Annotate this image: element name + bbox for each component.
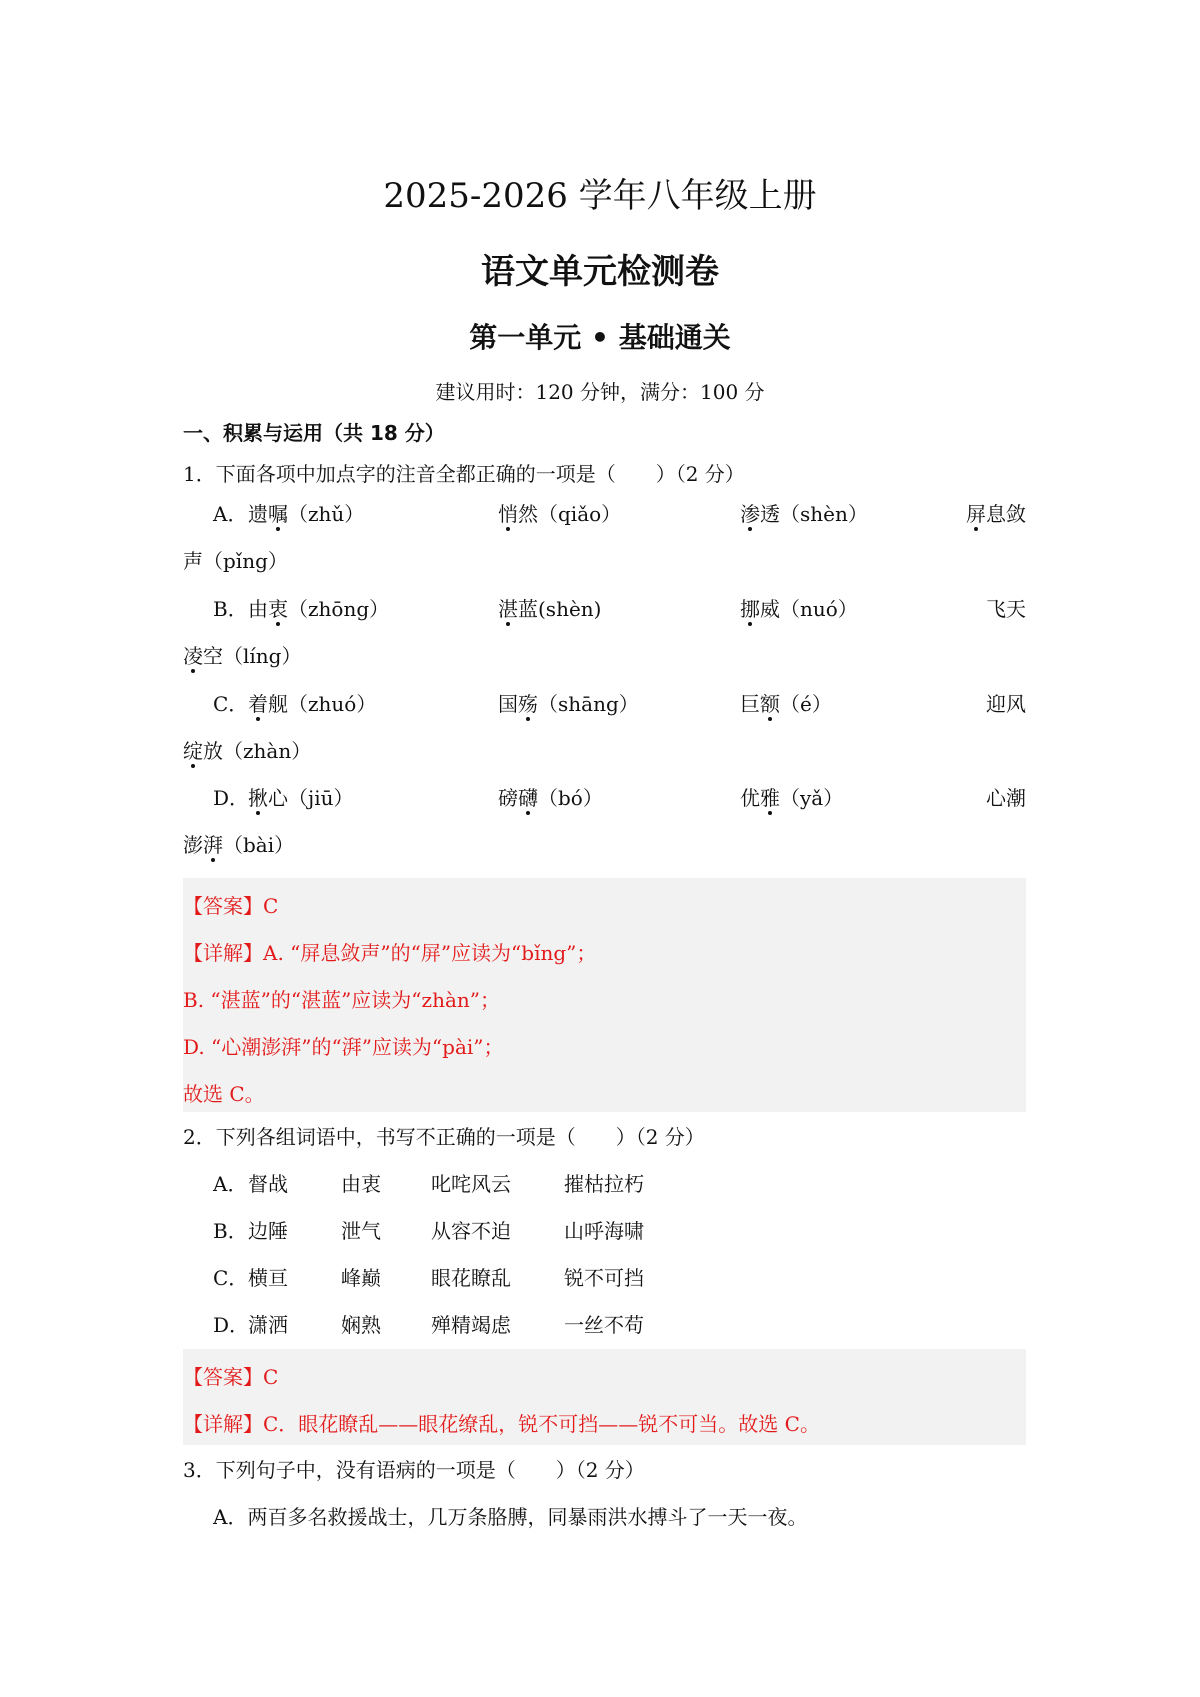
- term-text: 心潮: [986, 786, 1026, 810]
- option-term: [740, 689, 832, 719]
- answer-label: 【答案】: [183, 1365, 263, 1389]
- dotted-char: 礴: [518, 786, 538, 810]
- word-cell: 督战: [248, 1172, 288, 1196]
- option-term: [966, 499, 1026, 529]
- term-text: 迎风: [986, 692, 1026, 716]
- word-cell: 殚精竭虑: [431, 1313, 511, 1337]
- option-label: A．: [213, 1172, 248, 1196]
- exam-title-year: 2025-2026 学年八年级上册: [383, 176, 817, 216]
- word-cell: 锐不可挡: [564, 1266, 644, 1290]
- word-cell: 横亘: [248, 1266, 288, 1290]
- term-text: 舰: [268, 692, 288, 716]
- dotted-char: 雅: [760, 786, 780, 810]
- term-text: 威: [760, 597, 780, 621]
- term-text: 澎: [183, 833, 203, 857]
- term-text: 空: [203, 644, 223, 668]
- dotted-char: 湛: [498, 597, 518, 621]
- option-term: [183, 736, 311, 766]
- q1-answer-box: [183, 878, 1026, 1112]
- option-term: [498, 499, 621, 529]
- q1-detail-line-2: B. “湛蓝”的“湛蓝”应读为“zhàn”；: [183, 988, 500, 1012]
- pinyin: （zhǔ）: [288, 502, 365, 526]
- detail-text: C．眼花瞭乱——眼花缭乱，锐不可挡——锐不可当。故选 C。: [263, 1412, 820, 1436]
- option-term: [498, 783, 603, 813]
- option-term: [986, 594, 1026, 624]
- dotted-char: 殇: [518, 692, 538, 716]
- question-2-stem: 2．下列各组词语中，书写不正确的一项是（ ）（2 分）: [183, 1125, 705, 1149]
- pinyin: （qiǎo）: [538, 502, 622, 526]
- pinyin: （zhuó）: [288, 692, 377, 716]
- word-cell: 眼花瞭乱: [431, 1266, 511, 1290]
- term-text: 然: [518, 502, 538, 526]
- option-label: B．: [213, 597, 248, 621]
- option-term: [498, 594, 601, 624]
- q2-answer-box: [183, 1349, 1026, 1445]
- word-cell: 边陲: [248, 1219, 288, 1243]
- q2-answer: [183, 1362, 278, 1392]
- option-label: A．: [213, 502, 248, 526]
- pinyin: （jiū）: [288, 786, 354, 810]
- q2-detail: [183, 1409, 820, 1439]
- option-term: [740, 783, 843, 813]
- exam-title-unit: 第一单元 • 基础通关: [469, 321, 731, 354]
- section-heading: 一、积累与运用（共 18 分）: [183, 421, 445, 445]
- dotted-char: 衷: [268, 597, 288, 621]
- option-term: [248, 594, 389, 624]
- pinyin: （nuó）: [780, 597, 858, 621]
- option-term: [248, 689, 376, 719]
- option-term: [740, 594, 858, 624]
- q1-detail-line-4: 故选 C。: [183, 1082, 265, 1106]
- answer-label: 【答案】: [183, 894, 263, 918]
- pinyin: （é）: [780, 692, 832, 716]
- option-term: [183, 546, 288, 576]
- term-text: 磅: [498, 786, 518, 810]
- term-text: 飞天: [986, 597, 1026, 621]
- pinyin: （bó）: [538, 786, 603, 810]
- word-cell: 由衷: [341, 1172, 381, 1196]
- pinyin: （zhàn）: [223, 739, 312, 763]
- term-text: 遗: [248, 502, 268, 526]
- pinyin: （pǐng）: [203, 549, 288, 573]
- pinyin: （bài）: [223, 833, 295, 857]
- pinyin: （yǎ）: [780, 786, 844, 810]
- option-term: [498, 689, 639, 719]
- word-cell: 从容不迫: [431, 1219, 511, 1243]
- option-term: [740, 499, 868, 529]
- q1-detail-line-3: D. “心潮澎湃”的“湃”应读为“pài”；: [183, 1035, 504, 1059]
- detail-label: 【详解】: [183, 941, 263, 965]
- answer-value: C: [263, 1365, 279, 1389]
- option-label: B．: [213, 1219, 248, 1243]
- pinyin: （shāng）: [538, 692, 639, 716]
- option-term: [986, 689, 1026, 719]
- term-text: 巨: [740, 692, 760, 716]
- dotted-char: 挪: [740, 597, 760, 621]
- option-term: [183, 641, 301, 671]
- dotted-char: 额: [760, 692, 780, 716]
- question-1-stem: 1．下面各项中加点字的注音全都正确的一项是（ ）（2 分）: [183, 462, 745, 486]
- dotted-char: 屏: [966, 502, 986, 526]
- time-limit-info: 建议用时：120 分钟，满分：100 分: [435, 380, 765, 404]
- pinyin: （zhōng）: [288, 597, 390, 621]
- option-label: C．: [213, 692, 249, 716]
- word-cell: 娴熟: [341, 1313, 381, 1337]
- option-label: D．: [213, 1313, 250, 1337]
- word-cell: 摧枯拉朽: [564, 1172, 644, 1196]
- dotted-char: 着: [248, 692, 268, 716]
- word-cell: 叱咤风云: [431, 1172, 511, 1196]
- word-cell: 山呼海啸: [564, 1219, 644, 1243]
- question-3-stem: 3．下列句子中，没有语病的一项是（ ）（2 分）: [183, 1458, 645, 1482]
- dotted-char: 揪: [248, 786, 268, 810]
- pinyin: （shèn）: [780, 502, 868, 526]
- term-text: 由: [248, 597, 268, 621]
- option-term: [248, 783, 353, 813]
- exam-title-subject: 语文单元检测卷: [481, 252, 719, 292]
- term-text: 蓝: [518, 597, 538, 621]
- answer-value: C: [263, 894, 279, 918]
- word-cell: 泄气: [341, 1219, 381, 1243]
- pinyin: （líng）: [223, 644, 302, 668]
- word-cell: 峰巅: [341, 1266, 381, 1290]
- term-text: 心: [268, 786, 288, 810]
- term-text: 息敛: [986, 502, 1026, 526]
- pinyin: (shèn): [538, 597, 602, 621]
- dotted-char: 嘱: [268, 502, 288, 526]
- q1-answer: [183, 891, 278, 921]
- option-label: D．: [213, 786, 250, 810]
- dotted-char: 湃: [203, 833, 223, 857]
- term-text: 国: [498, 692, 518, 716]
- q1-detail-line-1: [183, 938, 596, 968]
- term-text: 优: [740, 786, 760, 810]
- q3-option-a: A．两百多名救援战士，几万条胳膊，同暴雨洪水搏斗了一天一夜。: [213, 1505, 808, 1529]
- term-text: 放: [203, 739, 223, 763]
- option-term: [248, 499, 364, 529]
- detail-text: A. “屏息敛声”的“屏”应读为“bǐng”；: [263, 941, 597, 965]
- word-cell: 一丝不苟: [564, 1313, 644, 1337]
- detail-label: 【详解】: [183, 1412, 263, 1436]
- dotted-char: 凌: [183, 644, 203, 668]
- dotted-char: 悄: [498, 502, 518, 526]
- option-label: C．: [213, 1266, 249, 1290]
- term-text: 透: [760, 502, 780, 526]
- dotted-char: 渗: [740, 502, 760, 526]
- option-term: [986, 783, 1026, 813]
- dotted-char: 绽: [183, 739, 203, 763]
- word-cell: 潇洒: [248, 1313, 288, 1337]
- term-text: 声: [183, 549, 203, 573]
- option-term: [183, 830, 294, 860]
